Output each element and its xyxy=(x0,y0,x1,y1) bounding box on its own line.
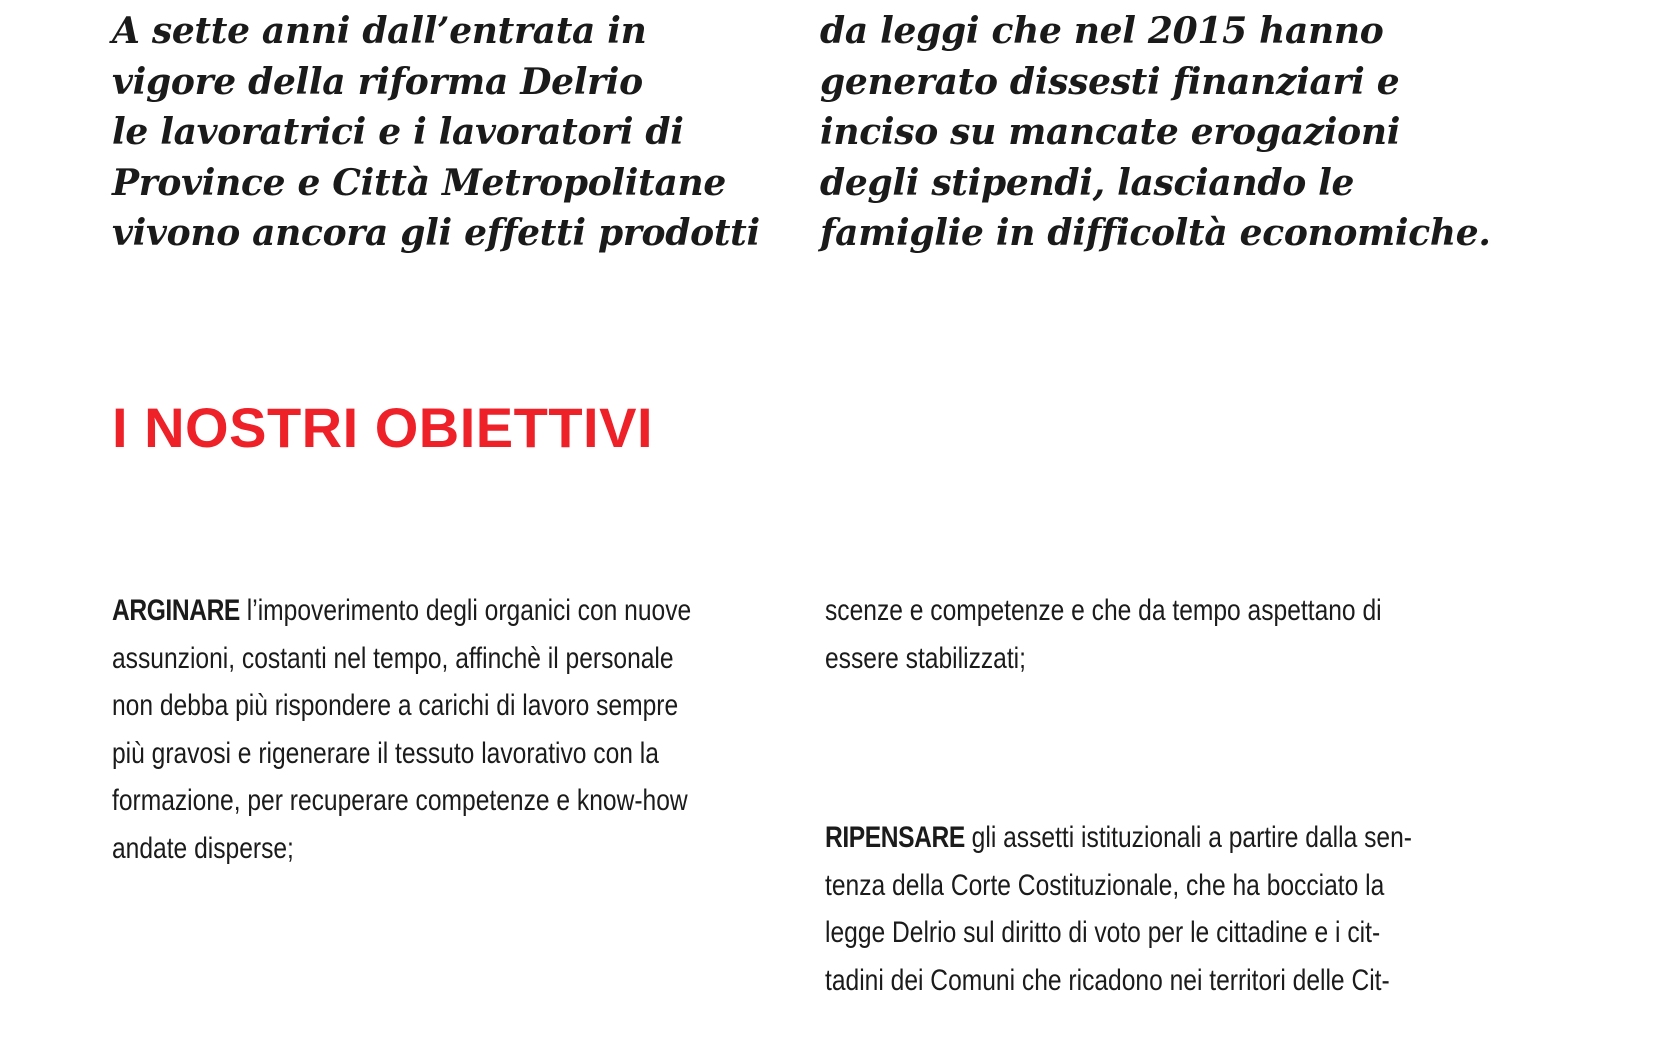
objective-arginare-continued xyxy=(825,587,1412,682)
objective-text-ripensare: gli assetti istituzionali a partire dalla sen- tenza della Corte Costituzionale, che ha bocciato la legge Delrio sul diritto di voto per le cittadine e i cit- tadini dei Comuni che ricadono nei territori delle Cit- xyxy=(825,821,1412,997)
objective-keyword-ripensare: RIPENSARE xyxy=(825,821,965,854)
objectives-column-left xyxy=(112,492,691,920)
section-title: I NOSTRI OBIETTIVI xyxy=(112,396,654,459)
objective-arginare xyxy=(112,587,691,872)
objective-ripensare xyxy=(825,814,1412,1004)
objectives-column-right xyxy=(825,492,1412,1052)
objective-keyword-arginare: ARGINARE xyxy=(112,594,240,627)
intro-text-left: A sette anni dall’entrata in vigore della riforma Delrio le lavoratrici e i lavoratori di Province e Città Metropolitane vivono ancora gli effetti prodotti xyxy=(112,10,760,254)
objective-text-arginare: l’impoverimento degli organici con nuove assunzioni, costanti nel tempo, affinchè il personale non debba più rispondere a carichi di lavoro sempre più gravosi e rigenerare il tessuto lavorativo con la formazione, per recuperare competenze e know-how andate disperse; xyxy=(112,594,692,865)
objective-text-arginare-continued: scenze e competenze e che da tempo aspettano di essere stabilizzati; xyxy=(825,594,1382,675)
intro-text-right: da leggi che nel 2015 hanno generato dissesti finanziari e inciso su mancate erogazioni degli stipendi, lasciando le famiglie in difficoltà economiche. xyxy=(820,10,1491,254)
